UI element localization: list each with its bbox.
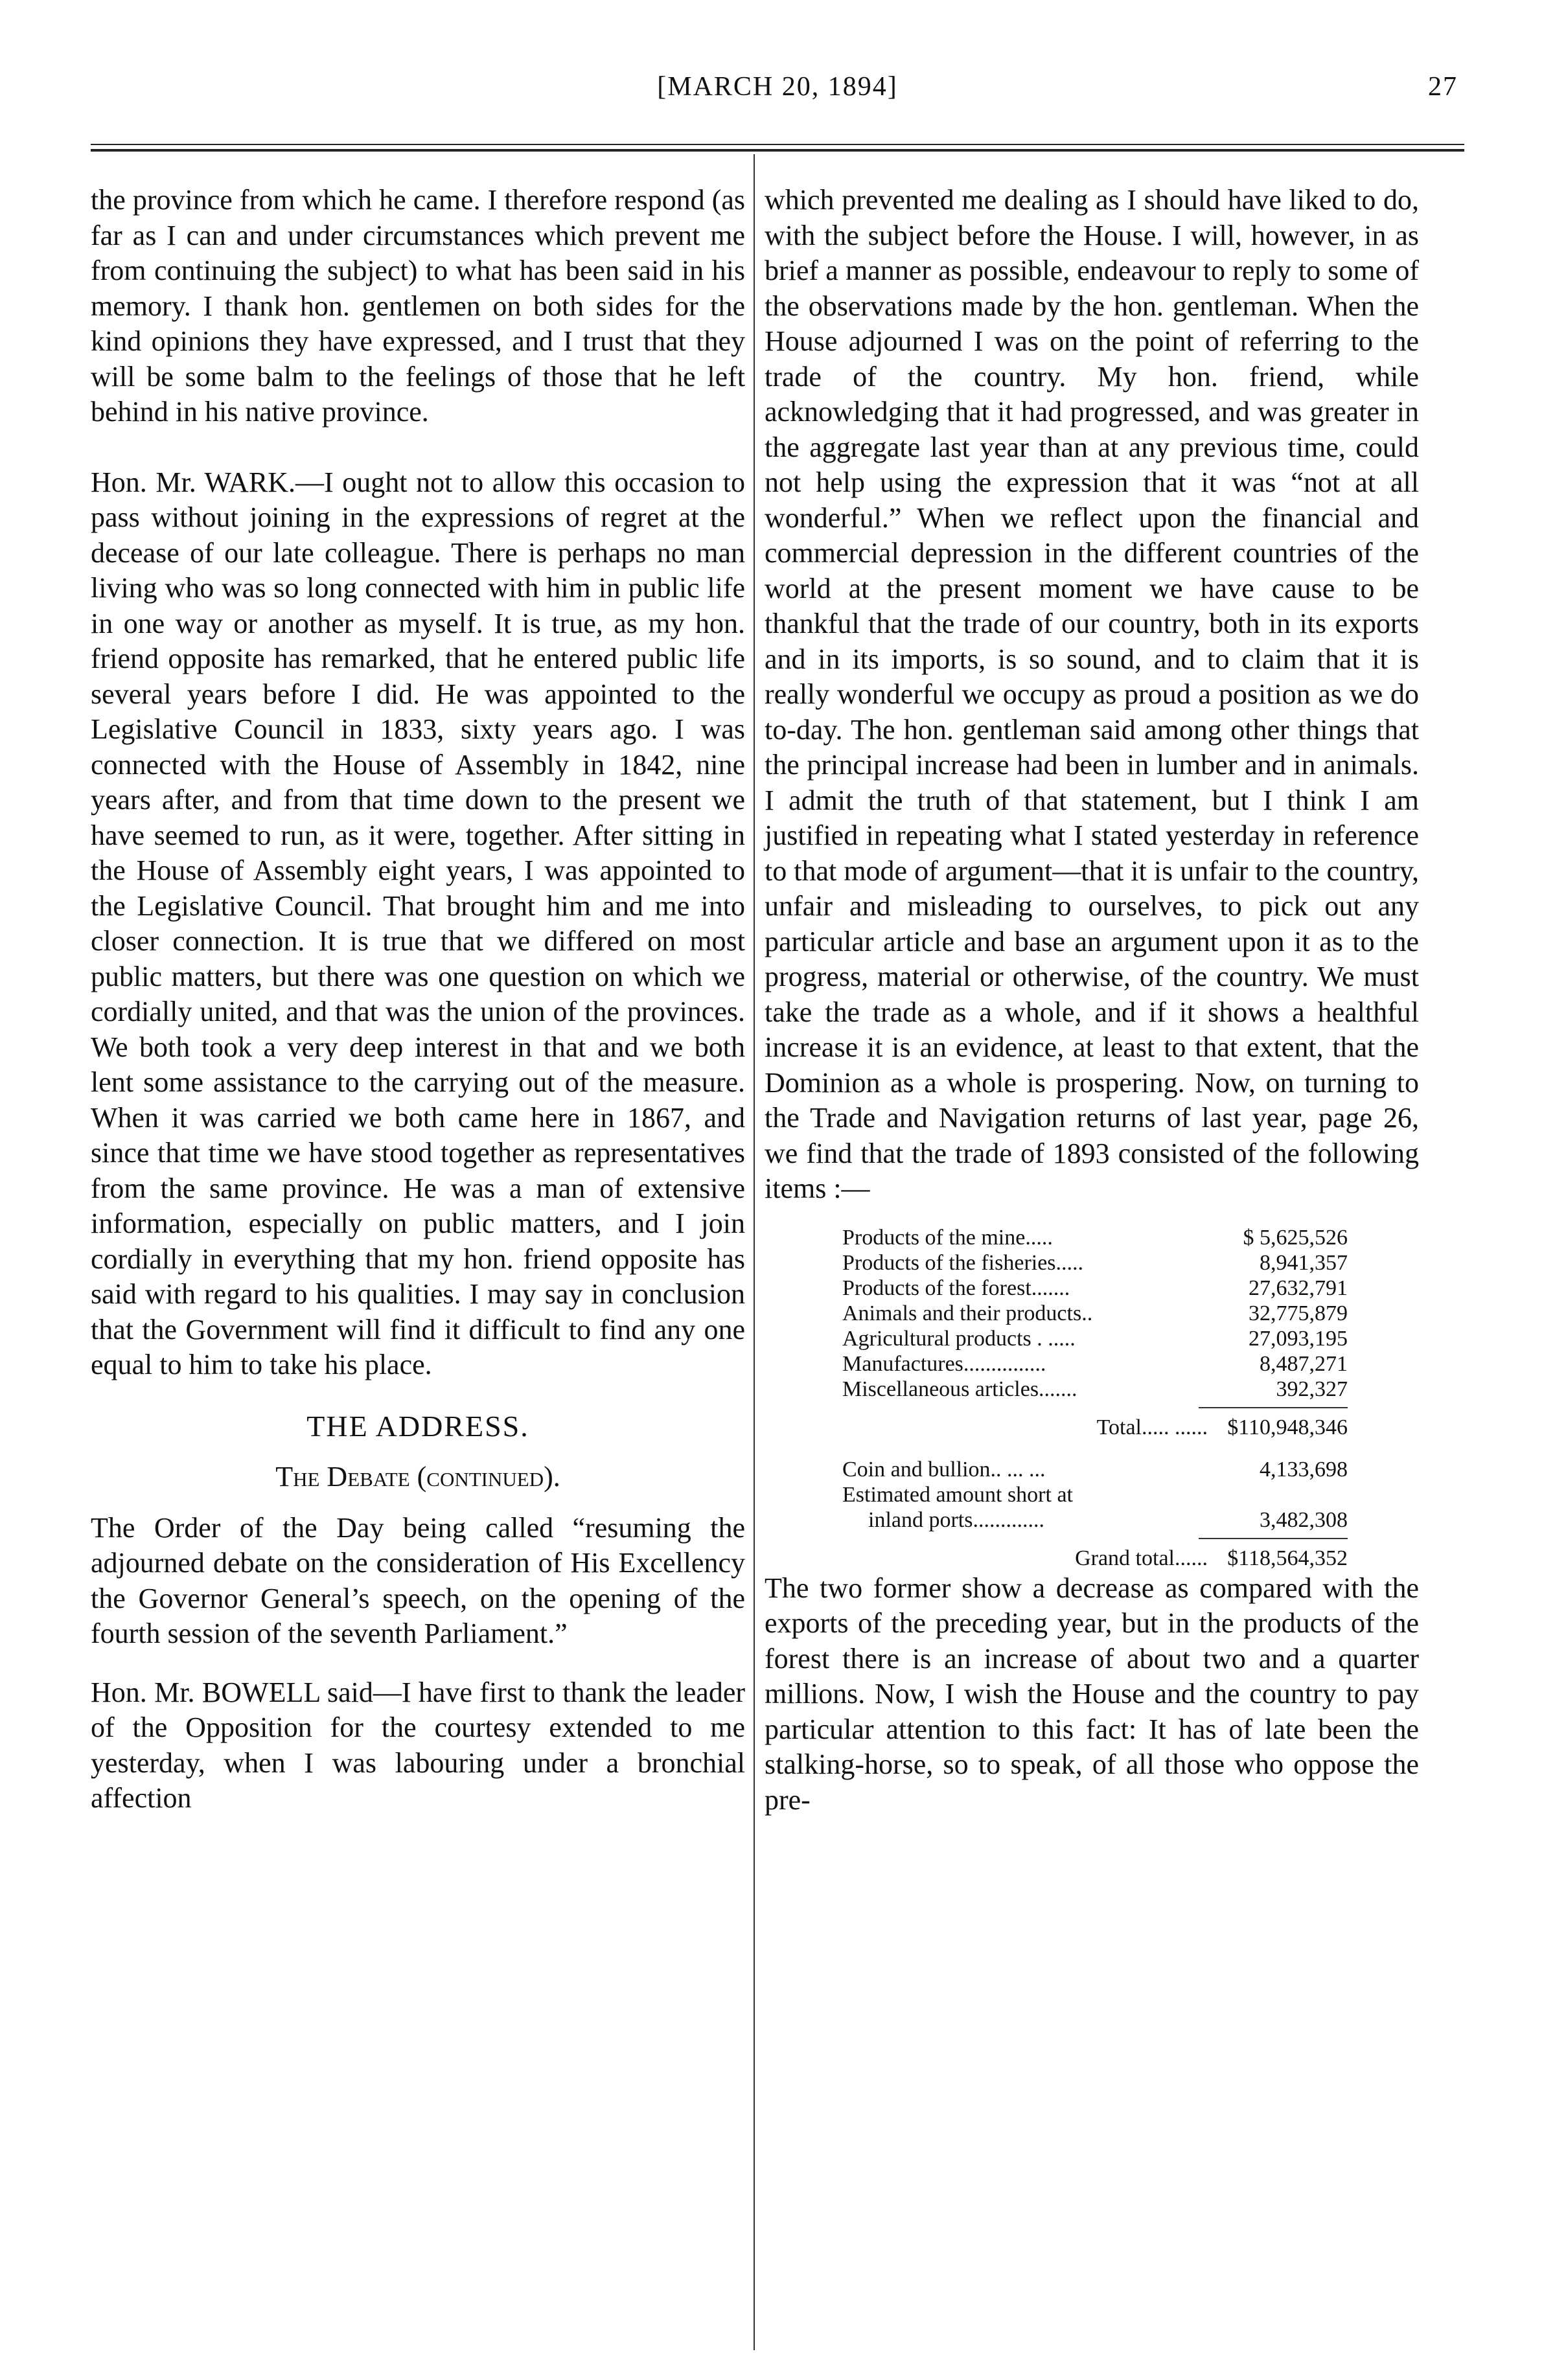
table-row (842, 1351, 1348, 1377)
table-row (842, 1377, 1348, 1402)
table-row (842, 1301, 1348, 1326)
table-separator (1199, 1538, 1348, 1539)
row-value: $ 5,625,526 (1243, 1225, 1348, 1250)
row-label: Products of the forest....... (842, 1276, 1070, 1300)
table-grand-total-row (842, 1546, 1348, 1571)
header-rule (91, 144, 1464, 145)
table-row (842, 1225, 1348, 1250)
header-rule-thick (91, 149, 1464, 152)
row-label: Agricultural products . ..... (842, 1326, 1076, 1351)
table-row (842, 1457, 1348, 1482)
grand-total-value: $118,564,352 (1227, 1546, 1348, 1570)
table-row (842, 1326, 1348, 1351)
row-value: 27,632,791 (1249, 1276, 1348, 1300)
left-paragraph-1: the province from which he came. I therefore respond (as far as I can and under circumstances which prevent me from continuing the subject) to what has been said in his memory. I thank hon. gentlemen on both sides for the kind opinions they have expressed, and I trust that they will be some balm to the feelings of those that he left behind in his native province. (91, 184, 745, 428)
left-column (91, 183, 745, 1816)
trade-table (842, 1225, 1348, 1571)
table-total-row (842, 1415, 1348, 1440)
total-label: Total..... ...... (1096, 1415, 1208, 1439)
row-label: Animals and their products.. (842, 1301, 1093, 1325)
left-paragraph-order: The Order of the Day being called “resuming the adjourned debate on the consideration of His Excellency the Governor General’s speech, on the opening of the fourth session of the seventh Parliament.” (91, 1511, 745, 1649)
row-label: Estimated amount short at (842, 1482, 1073, 1507)
right-paragraph-2: The two former show a decrease as compared with the exports of the preceding year, but in the products of the forest there is an increase of about two and a quarter millions. Now, I wish the House and the country to pay particular attention to this fact: It has of late been the stalking-horse, so to speak, of all those who oppose the pre- (765, 1572, 1419, 1816)
section-subheading: The Debate (continued). (275, 1461, 560, 1493)
row-label: Products of the fisheries..... (842, 1250, 1084, 1275)
row-value: 32,775,879 (1249, 1301, 1348, 1325)
row-value: 27,093,195 (1249, 1326, 1348, 1351)
table-separator (1199, 1407, 1348, 1408)
row-label: Products of the mine..... (842, 1225, 1053, 1250)
row-label: Coin and bullion.. ... ... (842, 1457, 1046, 1482)
row-label: Manufactures............... (842, 1351, 1046, 1376)
section-heading: THE ADDRESS. (306, 1409, 529, 1443)
row-value: 392,327 (1276, 1377, 1348, 1401)
total-value: $110,948,346 (1227, 1415, 1348, 1439)
grand-total-label: Grand total...... (1075, 1546, 1208, 1570)
column-divider (754, 154, 755, 2350)
row-label: inland ports............. (868, 1507, 1044, 1532)
table-row (842, 1482, 1348, 1507)
row-value: 8,487,271 (1260, 1351, 1348, 1376)
left-paragraph-bowell: Hon. Mr. BOWELL said—I have first to thank the leader of the Opposition for the courtesy extended to me yesterday, when I was labouring under a bronchial affection (91, 1676, 745, 1814)
table-row (842, 1276, 1348, 1301)
row-value: 3,482,308 (1260, 1507, 1348, 1532)
row-value: 4,133,698 (1260, 1457, 1348, 1482)
right-column (765, 183, 1419, 1818)
left-paragraph-wark: Hon. Mr. WARK.—I ought not to allow this occasion to pass without joining in the expressions of regret at the decease of our late colleague. There is perhaps no man living who was so long connected with him in public life in one way or another as myself. It is true, as my hon. friend opposite has remarked, that he entered public life several years before I did. He was appointed to the Legislative Council in 1833, sixty years ago. I was connected with the House of Assembly in 1842, nine years after, and from that time down to the present we have seemed to run, as it were, together. After sitting in the House of Assembly eight years, I was appointed to the Legislative Council. That brought him and me into closer connection. It is true that we differed on most public matters, but there was one question on which we cordially united, and that was the union of the provinces. We both took a very deep interest in that and we both lent some assistance to the carrying out of the measure. When it was carried we both came here in 1867, and since that time we have stood together as representatives from the same province. He was a man of extensive information, especially on public matters, and I join cordially in everything that my hon. friend opposite has said with regard to his qualities. I may say in conclusion that the Government will find it difficult to find any one equal to him to take his place. (91, 466, 745, 1380)
row-value (1212, 1482, 1348, 1507)
table-row (842, 1250, 1348, 1276)
row-value: 8,941,357 (1260, 1250, 1348, 1275)
page-header (91, 67, 1464, 119)
right-paragraph-1: which prevented me dealing as I should have liked to do, with the subject before the House. I will, however, in as brief a manner as possible, endeavour to reply to some of the observations made by the hon. gentleman. When the House adjourned I was on the point of referring to the trade of the country. My hon. friend, while acknowledging that it had progressed, and was greater in the aggregate last year than at any previous time, could not help using the expression that it was “not at all wonderful.” When we reflect upon the financial and commercial depression in the different countries of the world at the present moment we have cause to be thankful that the trade of our country, both in its exports and in its imports, is so sound, and to claim that it is really wonderful we occupy as proud a position as we do to-day. The hon. gentleman said among other things that the principal increase had been in lumber and in animals. I admit the truth of that statement, but I think I am justified in repeating what I stated yesterday in reference to that mode of argument—that it is unfair to the country, unfair and misleading to ourselves, to pick out any particular article and base an argument upon it as to the progress, material or otherwise, of the country. We must take the trade as a whole, and if it shows a healthful increase it is an evidence, at least to that extent, that the Dominion as a whole is prospering. Now, on turning to the Trade and Navigation returns of last year, page 26, we find that the trade of 1893 consisted of the following items :— (765, 184, 1419, 1204)
header-date: [MARCH 20, 1894] (657, 72, 898, 102)
page-number: 27 (1428, 72, 1458, 102)
row-label: Miscellaneous articles....... (842, 1377, 1077, 1401)
table-row (842, 1507, 1348, 1533)
